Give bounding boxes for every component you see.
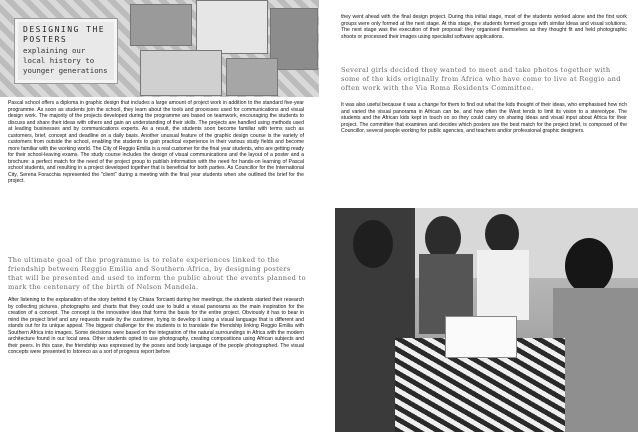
pull-quote-1: The ultimate goal of the programme is to relate experiences linked to the friendship between Reggio Emilia and Southern Africa, by designing posters that will be presented and used to inform the public about the events planned to mark the centenary of the birth of Nelson Mandela. bbox=[8, 256, 306, 292]
body-paragraph-1: Pascal school offers a diploma in graphic design that includes a large amount of project work in addition to the standard five-year programme. As soon as students join the school, they learn about the tools and processes used for communications and visual design work. The majority of the projects developed during the programme are based on teamwork, encouraging the students to discuss and share their ideas with others and gain an understanding of their skills. The projects are handled using methods used at leading businesses and by communications experts. As a result, the students soon become familiar with terms such as customers, brief, concept and deadline on a daily basis. Another unusual feature of the graphic design course is the variety of customers from outside the school, enabling the students to gain practical experience in their various study fields and become more familiar with the working world. The City of Reggio Emilia is a real customer for the final year students, who are getting ready for their school-leaving exams. The study course includes the design of visual communications and the layout of a poster and a brochure: a perfect match for the need of the project group to publish information with the need for hands-on learning of Pascal school students, and resulting in a project developed together that is beneficial for both parties. As Councillor for the International City, Serena Foracchia represented the "client" during a meeting with the final year students when she outlined the brief for the project. bbox=[8, 100, 304, 184]
section-title-box bbox=[14, 18, 118, 84]
section-subheading: explaining our local history to younger generations bbox=[23, 46, 108, 75]
pull-quote-2: Several girls decided they wanted to meet and take photos together with some of the kids originally from Africa who have come to live at Reggio and often work with the Via Roma Residents Committee. bbox=[341, 66, 621, 93]
body-paragraph-2: After listening to the explanation of the story behind it by Chiara Torcianti during her meetings, the students started their research by collecting pictures, photographs and charts that they could use to build a visual panorama as the main inspiration for the creation of a concept. The concept is the innovative idea that forms the basis for the entire project. Obviously it has to bear in mind the project brief and any requests made by the customer, trying to develop it using a visual language that is different and stands out for its unique appeal. The biggest challenge for the students is to translate the friendship linking Reggio Emilia with Southern Africa into images. Some decisions were based on the integration of the natural surroundings in Africa with the modern architecture found in our local area. Other students opted to use photography, creating compositions using African subjects and their peers. In this case, the friendship was expressed by the poses and body language of the people photographed. The visual concepts were presented to Istoreco as a sort of progress report before bbox=[8, 297, 304, 355]
body-paragraph-3: they went ahead with the final design project. During this initial stage, most of the students worked alone and the first work groups were only formed at the next stage. At this stage, the students formed groups with similar ideas and visual solutions. The next stage was the execution of their proposal: they organised themselves as they thought fit and held photographic shoots or processed their images using specialist software applications. bbox=[341, 14, 627, 40]
students-photo bbox=[335, 208, 638, 432]
body-paragraph-4: It was also useful because it was a change for them to find out what the kids thought of their ideas, who emphasised how rich and varied the visual panorama in African can be, and how often the West tends to limit its vision to a stereotype. The students and the African kids kept in touch so so they could carry on sharing ideas and visual input about Africa for their project. The committee that examines and decides which posters are the best match for the project brief, is composed of the Councillor, several people working for public agencies, and teachers and/or professional graphic designers. bbox=[341, 102, 627, 134]
section-heading: DESIGNING THE POSTERS bbox=[23, 25, 106, 44]
